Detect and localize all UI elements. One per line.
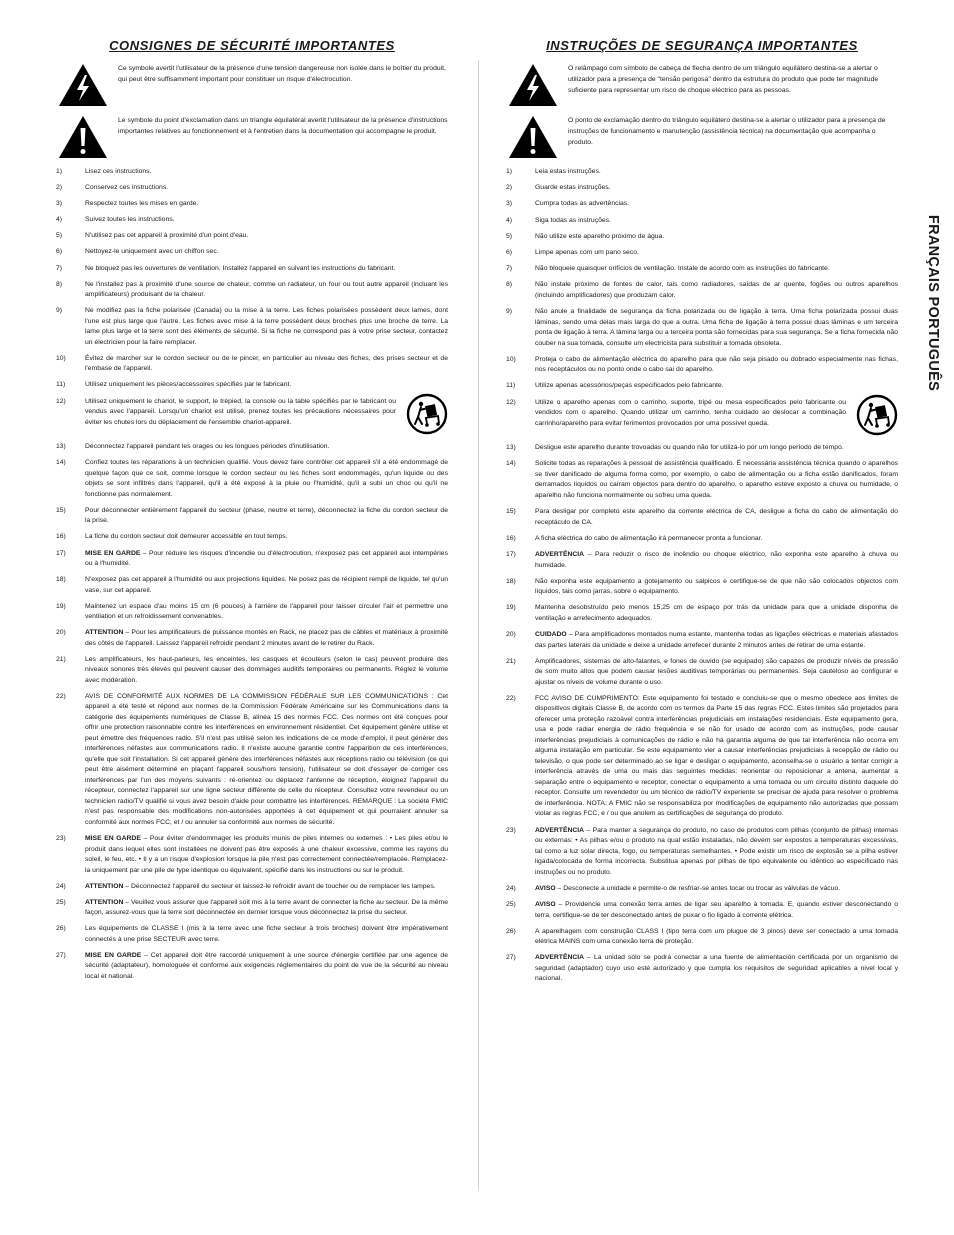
item-text bbox=[85, 280, 448, 301]
item-text bbox=[535, 577, 898, 598]
item-number: 26) bbox=[506, 927, 516, 935]
item-text bbox=[535, 550, 898, 571]
french-exclamation-text: Le symbole du point d'exclamation dans un triangle équilatéral avertit l'utilisateur de la présence d'instructions importantes relatives au fonctionnement et à l'entretien dans la documentation qui accompagne le produit. bbox=[118, 117, 448, 135]
item-text bbox=[85, 834, 448, 876]
list-item bbox=[56, 442, 448, 453]
list-item bbox=[506, 630, 898, 651]
french-title: CONSIGNES DE SÉCURITÉ IMPORTANTES bbox=[109, 38, 395, 53]
list-item bbox=[56, 924, 448, 945]
portuguese-title: INSTRUÇÕES DE SEGURANÇA IMPORTANTES bbox=[546, 38, 858, 53]
item-text bbox=[535, 443, 898, 454]
item-body: Não exponha este equipamento a gotejamento ou salpicos e certifique-se de que não são colocados objectos com líquidos, tais como jarras, sobre o equipamento. bbox=[535, 577, 898, 596]
item-body: – Pour éviter d'endommager les produits munis de piles internes ou externes : • Les piles et/ou le produit dans lequel elles sont installées ne doivent pas être exposés à une chaleur excessive, comme les rayons du soleil, le feu, etc. • Il y a un risque d'explosion lorsque la pile n'est pas correctement connectée/remplacée. Remplacez-la uniquement par une pile de type identique ou équivalent, spécifié dans les instructions ou sur le produit. bbox=[85, 835, 448, 874]
item-body: Déconnectez l'appareil pendant les orages ou les longues périodes d'inutilisation. bbox=[85, 443, 330, 451]
item-warning-label: MISE EN GARDE bbox=[85, 835, 141, 843]
list-item bbox=[506, 694, 898, 820]
list-item bbox=[56, 380, 448, 391]
exclamation-warning-icon bbox=[58, 115, 108, 159]
list-item bbox=[56, 602, 448, 623]
item-number: 15) bbox=[506, 508, 516, 516]
item-text bbox=[535, 183, 898, 194]
item-text bbox=[535, 630, 898, 651]
item-number: 5) bbox=[56, 232, 63, 240]
list-item bbox=[506, 603, 898, 624]
item-body: Ne l'installez pas à proximité d'une source de chaleur, comme un radiateur, un four ou tout autre appareil (incluant les amplificateurs) produisant de la chaleur. bbox=[85, 280, 448, 299]
item-text bbox=[535, 507, 898, 528]
list-item bbox=[56, 264, 448, 275]
item-body: – Para amplificadores montados numa estante, mantenha todas as ligações eléctricas e materiais afastados das partes laterais da unidade e deixe a unidade arrefecer durante 2 minutos antes de retirar de uma estante. bbox=[535, 631, 898, 649]
item-text bbox=[85, 380, 448, 391]
item-number: 6) bbox=[56, 248, 63, 256]
item-body: – Pour les amplificateurs de puissance montés en Rack, ne placez pas de câbles et matériaux à proximité des côtés de l'appareil. Laissez l'appareil refroidir pendant 2 minutes avant de le retirer du Rack. bbox=[85, 629, 448, 647]
item-body: Utilize apenas acessórios/peças especificados pelo fabricante. bbox=[535, 382, 724, 390]
list-item bbox=[56, 231, 448, 242]
item-number: 25) bbox=[56, 898, 66, 906]
list-item bbox=[56, 306, 448, 348]
item-text bbox=[85, 247, 448, 258]
list-item bbox=[56, 898, 448, 919]
item-number: 24) bbox=[56, 882, 66, 890]
item-number: 16) bbox=[506, 534, 516, 542]
list-item bbox=[56, 834, 448, 876]
item-text bbox=[85, 951, 448, 983]
item-text bbox=[85, 397, 448, 437]
exclamation-warning-icon bbox=[508, 115, 558, 159]
item-number: 20) bbox=[56, 629, 66, 637]
item-body: – Pour réduire les risques d'incendie ou d'électrocution, n'exposez pas cet appareil aux intempéries ou à l'humidité. bbox=[85, 549, 448, 567]
item-number: 21) bbox=[506, 657, 516, 665]
portuguese-instruction-list bbox=[506, 167, 898, 985]
item-number: 18) bbox=[56, 576, 66, 584]
item-number: 22) bbox=[506, 694, 516, 702]
item-body: La fiche du cordon secteur doit demeurer accessible en tout temps. bbox=[85, 533, 288, 541]
item-number: 12) bbox=[56, 397, 66, 405]
item-text bbox=[535, 953, 898, 985]
item-number: 1) bbox=[56, 168, 63, 175]
item-text bbox=[85, 602, 448, 623]
cart-tip-over-warning-icon bbox=[406, 393, 448, 435]
item-number: 8) bbox=[506, 281, 513, 289]
list-item bbox=[506, 355, 898, 376]
french-lightning-text: Ce symbole avertit l'utilisateur de la présence d'une tension dangereuse non isolée dans le boîtier du produit, qui peut être suffisamment important pour constituer un risque d'électrocution. bbox=[118, 65, 446, 83]
item-body: Desligue este aparelho durante trovoadas ou quando não for utilizá-lo por um longo período de tempo. bbox=[535, 444, 844, 452]
item-text bbox=[535, 694, 898, 820]
item-number: 17) bbox=[56, 549, 66, 557]
item-warning-label: MISE EN GARDE bbox=[85, 951, 142, 959]
item-body: Maintenez un espace d'au moins 15 cm (6 pouces) à l'arrière de l'appareil pour laisser circuler l'air et permettre une ventilation et un refroidissement convenables. bbox=[85, 602, 448, 621]
item-warning-label: CUIDADO bbox=[535, 631, 567, 639]
item-body: – Déconnectez l'appareil du secteur et laissez-le refroidir avant de toucher ou de remplacer les lampes. bbox=[123, 882, 436, 890]
item-number: 13) bbox=[56, 443, 66, 451]
list-item bbox=[506, 183, 898, 194]
list-item bbox=[506, 216, 898, 227]
item-body: Cumpra todas as advertências. bbox=[535, 200, 630, 208]
item-text bbox=[535, 167, 898, 178]
item-text bbox=[535, 603, 898, 624]
portuguese-exclamation-text: O ponto de exclamação dentro do triângulo equilátero destina-se a alertar o utilizador para a presença de instruções de funcionamento e manutenção (assistência técnica) na documentação que acompanha o produto. bbox=[568, 117, 886, 146]
item-body: – Providencie uma conexão terra antes de ligar seu aparelho à tomada. E, quando estiver desconectando o terra, certifique-se de ter desconectado antes de puxar o fio ligado à corrente elétrica. bbox=[535, 901, 898, 919]
list-item bbox=[506, 280, 898, 301]
portuguese-lightning-text: O relâmpago com símbolo de cabeça de flecha dentro de um triângulo equilátero destina-se a alertar o utilizador para a presença de "tensão perigosa" dentro da estrutura do produto que pode ter magnitude suficiente para representar um risco de choque eléctrico para as pessoas. bbox=[568, 65, 879, 94]
item-body: Nettoyez-le uniquement avec un chiffon sec. bbox=[85, 248, 219, 256]
item-number: 3) bbox=[56, 200, 63, 208]
item-number: 17) bbox=[506, 551, 516, 558]
item-body: A aparelhagem com construção CLASS I (tipo terra com um plugue de 3 pinos) deve ser conectado a uma tomada elétrica MAINS com uma conexão terra de proteção. bbox=[535, 927, 898, 946]
item-number: 19) bbox=[56, 602, 66, 610]
lightning-warning-icon bbox=[508, 63, 558, 107]
item-text bbox=[535, 232, 898, 243]
list-item bbox=[506, 826, 898, 879]
item-body: – Para manter a segurança do produto, no caso de produtos com pilhas (conjunto de pilhas) internas ou externas: • As pilhas e/ou o produto na qual estão instaladas, não devem ser expostos a temperaturas excessivas, tal como a luz solar directa, fogo, ou temperaturas semelhantes. • Pode existir um risco de explosão se a pilha estiver ligada/colocada de forma incorrecta. Substitua apenas por pilhas de tipo equivalente ou idêntico ao especificado nas instruções ou no produto. bbox=[535, 826, 898, 876]
item-body: Utilisez uniquement les pièces/accessoires spécifiés par le fabricant. bbox=[85, 381, 292, 389]
item-number: 5) bbox=[506, 232, 513, 240]
item-number: 27) bbox=[56, 951, 66, 959]
item-body: Utilisez uniquement le chariot, le support, le trépied, la console ou la table spécifiés par le fabricant ou vendus avec l'appareil. Lorsqu'un chariot est utilisé, prenez toutes les précautions nécessaires pour éviter les chutes lors du déplacement de l'ensemble chariot-appareil. bbox=[85, 397, 396, 426]
item-text bbox=[535, 355, 898, 376]
list-item bbox=[506, 577, 898, 598]
list-item bbox=[506, 199, 898, 210]
item-body: Conservez ces instructions. bbox=[85, 184, 169, 192]
list-item bbox=[506, 900, 898, 921]
item-number: 16) bbox=[56, 533, 66, 541]
french-lightning-warning bbox=[56, 63, 448, 107]
item-number: 27) bbox=[506, 954, 516, 962]
list-item bbox=[56, 506, 448, 527]
french-exclamation-warning bbox=[56, 115, 448, 159]
item-text bbox=[535, 307, 898, 349]
item-body: Não utilize este aparelho próximo de água. bbox=[535, 232, 665, 240]
list-item bbox=[56, 354, 448, 375]
item-number: 12) bbox=[506, 398, 516, 406]
list-item bbox=[506, 248, 898, 259]
item-text bbox=[85, 655, 448, 687]
item-body: Pour déconnecter entièrement l'appareil du secteur (phase, neutre et terre), déconnectez la fiche du cordon secteur de la prise. bbox=[85, 506, 448, 525]
list-item bbox=[56, 215, 448, 226]
list-item bbox=[56, 692, 448, 829]
french-column bbox=[56, 38, 448, 988]
portuguese-column bbox=[506, 38, 898, 991]
list-item bbox=[506, 307, 898, 349]
item-warning-label: AVISO bbox=[535, 884, 556, 892]
item-text bbox=[85, 231, 448, 242]
item-number: 20) bbox=[506, 631, 516, 639]
language-side-tab-label: FRANÇAIS PORTUGUÊS bbox=[925, 214, 941, 392]
item-body: Respectez toutes les mises en garde. bbox=[85, 200, 199, 208]
list-item bbox=[506, 264, 898, 275]
item-text bbox=[85, 199, 448, 210]
item-text bbox=[85, 575, 448, 596]
list-item bbox=[506, 953, 898, 985]
item-body: Solicite todas as reparações à pessoal de assistência qualificado. É necessária assistência técnica quando o aparelhos se tiver danificado de alguma forma como, por exemplo, o cabo de alimentação ou a ficha estão danificados, foram derramados líquidos ou caíram objectos para dentro do aparelho, o aparelho esteve exposto a chuva ou humidade, o aparelho não funciona normalmente ou sofreu uma queda. bbox=[535, 460, 898, 499]
list-item bbox=[506, 884, 898, 895]
item-text bbox=[85, 215, 448, 226]
item-number: 11) bbox=[506, 382, 516, 390]
item-text bbox=[85, 506, 448, 527]
item-text bbox=[85, 692, 448, 829]
cart-tip-over-warning-icon bbox=[856, 394, 898, 436]
item-number: 14) bbox=[506, 460, 516, 468]
item-body: A ficha eléctrica do cabo de alimentação irá permanecer pronta a funcionar. bbox=[535, 534, 763, 542]
item-number: 15) bbox=[56, 506, 66, 514]
item-text bbox=[535, 884, 898, 895]
list-item bbox=[56, 549, 448, 570]
item-text bbox=[535, 280, 898, 301]
item-number: 11) bbox=[56, 381, 66, 389]
list-item bbox=[56, 655, 448, 687]
list-item bbox=[506, 398, 898, 438]
item-number: 4) bbox=[506, 216, 513, 224]
item-number: 8) bbox=[56, 280, 63, 288]
item-body: – Cet appareil doit être raccordé uniquement à une source d'énergie certifiée par une agence de sécurité (adaptateur), homologuée et conforme aux exigences réglementaires du point de vue de la sécurité au niveau local et national. bbox=[85, 951, 448, 980]
item-text bbox=[85, 924, 448, 945]
item-text bbox=[535, 459, 898, 501]
list-item bbox=[506, 657, 898, 689]
item-body: – La unidad sólo se podrá conectar a una fuente de alimentación certificada por un organismo de seguridad (adaptador) cuyo uso esté autorizado y que cumpla los requisitos de seguridad aplicables a nivel local y nacional. bbox=[535, 954, 898, 983]
list-item bbox=[56, 280, 448, 301]
item-body: Siga todas as instruções. bbox=[535, 216, 611, 224]
item-text bbox=[85, 882, 448, 893]
item-text bbox=[85, 167, 448, 178]
item-body: Para desligar por completo este aparelho da corrente eléctrica de CA, desligue a ficha do cabo de alimentação do receptáculo de CA. bbox=[535, 508, 898, 526]
item-body: Utilize o aparelho apenas com o carrinho, suporte, tripé ou mesa especificados pelo fabricante ou vendidos com o aparelho. Quando utilizar um carrinho, tenha cuidado ao deslocar a combinação carrinho/aparelho para evitar ferimentos provocados por uma possível queda. bbox=[535, 398, 846, 427]
portuguese-exclamation-warning bbox=[506, 115, 898, 159]
item-body: Mantenha desobstruído pelo menos 15,25 cm de espaço por trás da unidade para que a unidade disponha de ventilação e arrefecimento adequados. bbox=[535, 604, 898, 622]
item-warning-label: MISE EN GARDE bbox=[85, 549, 141, 557]
item-body: Les amplificateurs, les haut-parleurs, les enceintes, les casques et écouteurs (selon le cas) peuvent produire des niveaux sonores très élevés qui peuvent causer des dommages auditifs temporaires ou permanents. Réglez le volume avec modération. bbox=[85, 655, 448, 684]
list-item bbox=[506, 927, 898, 948]
item-number: 6) bbox=[506, 248, 513, 256]
item-number: 4) bbox=[56, 216, 63, 224]
item-text bbox=[85, 306, 448, 348]
item-number: 1) bbox=[506, 168, 513, 175]
item-text bbox=[85, 549, 448, 570]
list-item bbox=[56, 882, 448, 893]
item-text bbox=[535, 927, 898, 948]
list-item bbox=[56, 247, 448, 258]
lightning-warning-icon bbox=[58, 63, 108, 107]
item-text bbox=[535, 381, 898, 392]
item-number: 3) bbox=[506, 200, 513, 208]
item-body: Não bloqueie quaisquer orifícios de ventilação. Instale de acordo com as instruções do fabricante. bbox=[535, 265, 830, 273]
item-number: 9) bbox=[506, 308, 513, 315]
item-number: 25) bbox=[506, 901, 516, 908]
item-body: Lisez ces instructions. bbox=[85, 168, 152, 175]
item-text bbox=[535, 900, 898, 921]
item-text bbox=[85, 458, 448, 500]
item-warning-label: ATTENTION bbox=[85, 898, 124, 906]
item-text bbox=[85, 898, 448, 919]
item-number: 24) bbox=[506, 884, 516, 892]
item-text bbox=[535, 398, 898, 438]
item-body: – Veuillez vous assurer que l'appareil soit mis à la terre avant de connecter la fiche au secteur. De la même façon, assurez-vous que la terre soit déconnectée en dernier lorsque vous déconnectez la prise du secteur. bbox=[85, 898, 448, 917]
item-text bbox=[85, 183, 448, 194]
item-body: Não anule a finalidade de segurança da ficha polarizada ou de ligação à terra. Uma ficha polarizada possui duas lâminas, sendo uma delas mais larga do que a outra. Uma ficha de ligação à terra possui duas lâminas e um terceira ponta de ligação à terra. A lâmina larga ou a terceira ponta são fornecidas para sua segurança. Se a ficha fornecida não couber na sua tomada, consulte um electricista para substituir a tomada obsoleta. bbox=[535, 308, 898, 347]
item-number: 18) bbox=[506, 577, 516, 585]
list-item bbox=[506, 550, 898, 571]
item-number: 7) bbox=[56, 264, 63, 272]
column-divider bbox=[478, 60, 479, 1190]
item-number: 2) bbox=[56, 184, 63, 192]
item-text bbox=[535, 216, 898, 227]
item-text bbox=[85, 532, 448, 543]
list-item bbox=[506, 381, 898, 392]
item-number: 10) bbox=[506, 355, 516, 363]
item-body: Ne modifiez pas la fiche polarisée (Canada) ou la mise à la terre. Les fiches polarisées possèdent deux lames, dont l'une est plus large que l'autre. Les fiches avec mise à la terre possèdent deux broches plus une broche de terre. La lame plus large et la terre sont des éléments de sécurité. Si la fiche ne correspond pas à votre prise secteur, contactez un électricien pour la faire remplacer. bbox=[85, 307, 448, 346]
item-number: 13) bbox=[506, 444, 516, 452]
item-text bbox=[85, 264, 448, 275]
item-body: Limpe apenas com um pano seco. bbox=[535, 248, 639, 256]
item-body: – Desconecte a unidade e permite-o de resfriar-se antes tocar ou trocar as válvulas de vácuo. bbox=[555, 884, 841, 892]
list-item bbox=[56, 575, 448, 596]
item-body: Ne bloquez pas les ouvertures de ventilation. Installez l'appareil en suivant les instructions du fabricant. bbox=[85, 264, 396, 272]
item-warning-label: ADVERTÊNCIA bbox=[535, 826, 585, 834]
item-text bbox=[535, 534, 898, 545]
list-item bbox=[56, 167, 448, 178]
item-number: 7) bbox=[506, 265, 513, 273]
item-text bbox=[85, 628, 448, 649]
item-body: FCC AVISO DE CUMPRIMENTO: Este equipamento foi testado e concluiu-se que o mesmo obedece aos limites de dispositivos digitais Classe B, de acordo com os termos da Parte 15 das regras FCC. Estes limites são projetados para oferecer uma proteção razoável contra interferências prejudiciais em instalações residenciais. Este equipamento gera, usa e pode radiar energia de rádio frequência e se não for usado de acordo com as instruções, pode causar interferências prejudiciais à comunicações de rádio e não há garantia alguma de que tal interferência não ocorra em alguma instalação em particular. Se este equipamento vier a causar interferências prejudiciais à recepção de rádio ou televisão, o que pode ser determinado ao se ligar e desligar o equipamento, aconselha-se o usuário a tentar corrigir a interferência através de uma ou mais das seguintes medidas: reorientar ou reposicionar a antena, aumentar a separação entre o equipamento e receptor, conectar o equipamento a uma tomada ou um circuito distinto daquele do receptor. Consulte um revendedor ou um técnico de rádio/TV experiente se precisar de ajuda para resolver o problema de interferência. NOTA: A FMIC não se responsabiliza por modificações de equipamento não autorizadas que possam violar as regras FCC, e / ou que anulem as certificações de segurança do produto. bbox=[535, 694, 898, 818]
list-item bbox=[56, 458, 448, 500]
item-warning-label: ATTENTION bbox=[85, 629, 124, 637]
item-text bbox=[535, 657, 898, 689]
item-body: Leia estas instruções. bbox=[535, 168, 601, 175]
item-body: AVIS DE CONFORMITÉ AUX NORMES DE LA COMMISSION FÉDÉRALE SUR LES COMMUNICATIONS : Cet appareil a été testé et répond aux normes de la Commission Fédérale Américaine sur les Communications dans la catégorie des équipements numériques de Classe B, alinéa 15 des normes FCC. Ces normes ont été conçues pour offrir une protection raisonnable contre les interférences en environnement résidentiel. Cet équipement génère utilise et peut émettre des fréquences radio. S'il n'est pas utilisé selon les indications de ce mode d'emploi, il peut générer des interférences néfastes aux communications radio. Il n'existe aucune garantie contre l'apparition de ces interférences, qu'elle que soit l'installation. Si cet appareil génère des interférences néfastes aux réceptions radio ou télévision (ce qui peut être aisément déterminé en plaçant l'appareil sous/hors tension), l'utilisateur se doit d'essayer de corriger ces interférences par l'un des moyens suivants : ré-orientez ou déplacez l'antenne de réception, éloignez l'appareil du récepteur, connectez l'appareil sur une ligne secteur différente de celle du récepteur. Consultez votre revendeur ou un technicien radio/TV qualifié si vous avez besoin d'aide pour combattre les interférences. REMARQUE : La société FMIC n'est pas responsable des modifications non-autorisées apportées à cet équipement et qui pourraient annuler sa conformité aux normes FCC, et / ou annuler sa conformité aux normes de sécurité. bbox=[85, 692, 448, 826]
item-text bbox=[535, 826, 898, 879]
list-item bbox=[506, 459, 898, 501]
item-text bbox=[535, 199, 898, 210]
item-number: 22) bbox=[56, 692, 66, 700]
item-text bbox=[535, 264, 898, 275]
item-warning-label: ADVERTÊNCIA bbox=[535, 954, 585, 962]
list-item bbox=[56, 951, 448, 983]
item-number: 14) bbox=[56, 459, 66, 467]
item-body: Évitez de marcher sur le cordon secteur ou de le pincer, en particulier au niveau des fiches, des prises secteur et de l'embase de l'appareil. bbox=[85, 354, 448, 373]
item-body: Proteja o cabo de alimentação eléctrica do aparelho para que não seja pisado ou dobrado especialmente nas fichas, nos receptáculos ou no ponto onde o cabo sai do aparelho. bbox=[535, 355, 898, 374]
item-text bbox=[535, 248, 898, 259]
list-item bbox=[56, 397, 448, 437]
item-warning-label: ATTENTION bbox=[85, 882, 124, 890]
item-body: Não instale próximo de fontes de calor, tais como radiadores, saídas de ar quente, fogões ou outros aparelhos (incluindo amplificadores) que produzam calor. bbox=[535, 281, 898, 299]
list-item bbox=[56, 183, 448, 194]
item-body: N'utilisez pas cet appareil à proximité d'un point d'eau. bbox=[85, 232, 249, 240]
list-item bbox=[56, 532, 448, 543]
item-body: Suivez toutes les instructions. bbox=[85, 216, 175, 224]
item-body: Confiez toutes les réparations à un technicien qualifié. Vous devez faire contrôler cet appareil s'il a été endommagé de quelque façon que ce soit, comme lorsque le cordon secteur ou les fiches sont endommagés, qu'un liquide ou des objets se sont infiltrés dans l'appareil, qu'il a été exposé à la pluie ou l'humidité, qu'il a subi un choc ou qu'il ne fonctionne pas normalement. bbox=[85, 459, 448, 498]
item-body: Les équipements de CLASSE I (mis à la terre avec une fiche secteur à trois broches) doivent être impérativement connectés à une prise SECTEUR avec terre. bbox=[85, 925, 448, 943]
list-item bbox=[56, 199, 448, 210]
list-item bbox=[506, 167, 898, 178]
item-warning-label: ADVERTÊNCIA bbox=[535, 551, 585, 558]
list-item bbox=[56, 628, 448, 649]
list-item bbox=[506, 443, 898, 454]
item-number: 23) bbox=[506, 826, 516, 834]
item-body: Guarde estas instruções. bbox=[535, 184, 611, 192]
item-text bbox=[85, 354, 448, 375]
item-text bbox=[85, 442, 448, 453]
item-warning-label: AVISO bbox=[535, 901, 556, 908]
list-item bbox=[506, 232, 898, 243]
item-body: – Para reduzir o risco de incêndio ou choque eléctrico, não exponha este aparelho à chuva ou humidade. bbox=[535, 551, 898, 569]
item-body: Amplificadores, sistemas de alto-falantes, e fones de ouvido (se equipado) são capazes de produzir níveis de pressão de som muito altos que podem causar lesões auditivas temporárias ou permanentes. Seja cauteloso ao configurar e ajustar os níveis de volume durante o uso. bbox=[535, 657, 898, 686]
item-number: 2) bbox=[506, 184, 513, 192]
french-instruction-list bbox=[56, 167, 448, 982]
item-number: 19) bbox=[506, 604, 516, 612]
item-number: 9) bbox=[56, 307, 63, 315]
item-number: 23) bbox=[56, 835, 66, 843]
list-item bbox=[506, 507, 898, 528]
item-number: 10) bbox=[56, 354, 66, 362]
language-side-tab bbox=[920, 212, 946, 394]
item-number: 26) bbox=[56, 925, 66, 933]
list-item bbox=[506, 534, 898, 545]
portuguese-lightning-warning bbox=[506, 63, 898, 107]
item-body: N'exposez pas cet appareil à l'humidité ou aux projections liquides. Ne posez pas de récipient rempli de liquide, tel qu'un vase, sur cet appareil. bbox=[85, 576, 448, 594]
item-number: 21) bbox=[56, 655, 66, 663]
